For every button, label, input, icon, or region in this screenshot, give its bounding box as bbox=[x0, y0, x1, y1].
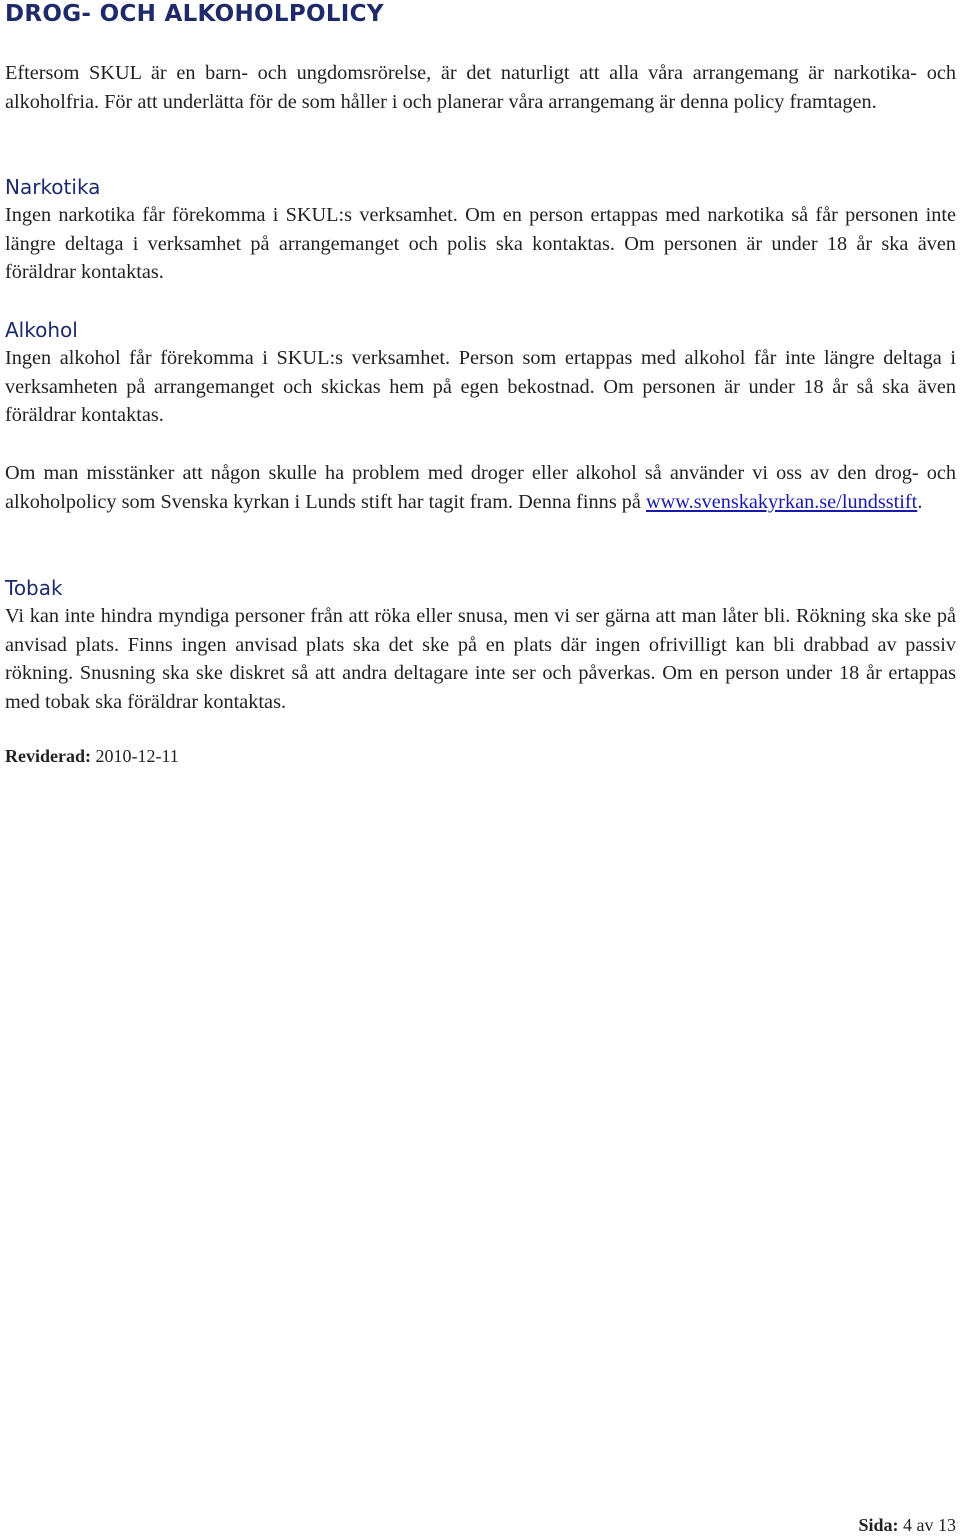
page-number: 4 av 13 bbox=[903, 1515, 956, 1535]
page-footer bbox=[858, 1513, 956, 1537]
revised-line bbox=[5, 743, 179, 769]
alkohol-extra-paragraph bbox=[5, 459, 956, 516]
intro-paragraph: Eftersom SKUL är en barn- och ungdomsrörelse, är det naturligt att alla våra arrangemang är narkotika- och alkoholfria. För att underlätta för de som håller i och planerar våra arrangemang är denna policy framtagen. bbox=[5, 62, 956, 113]
lundsstift-link[interactable]: www.svenskakyrkan.se/lundsstift bbox=[646, 490, 918, 513]
document-title: DROG- OCH ALKOHOLPOLICY bbox=[5, 1, 384, 27]
alkohol-extra-text: Om man misstänker att någon skulle ha problem med droger eller alkohol så använder vi oss av den drog- och alkoholpolicy som Svenska kyrkan i Lunds stift har tagit fram. Denna finns på bbox=[5, 462, 956, 513]
page-label: Sida: bbox=[858, 1515, 899, 1535]
revised-label: Reviderad: bbox=[5, 746, 91, 766]
alkohol-extra-end: . bbox=[917, 490, 923, 513]
narkotika-paragraph: Ingen narkotika får förekomma i SKUL:s verksamhet. Om en person ertappas med narkotika så får personen inte längre deltaga i verksamhet på arrangemanget och polis ska kontaktas. Om personen är under 18 år ska även föräldrar kontaktas. bbox=[5, 204, 956, 284]
heading-alkohol: Alkohol bbox=[5, 318, 78, 342]
tobak-paragraph: Vi kan inte hindra myndiga personer från att röka eller snusa, men vi ser gärna att man låter bli. Rökning ska ske på anvisad plats. Finns ingen anvisad plats ska det ske på en plats där ingen ofrivilligt kan bli drabbad av passiv rökning. Snusning ska ske diskret så att andra deltagare inte ser och påverkas. Om en person under 18 år ertappas med tobak ska föräldrar kontaktas. bbox=[5, 605, 956, 713]
heading-tobak: Tobak bbox=[5, 576, 63, 600]
alkohol-paragraph: Ingen alkohol får förekomma i SKUL:s verksamhet. Person som ertappas med alkohol får inte längre deltaga i verksamheten på arrangemanget och skickas hem på egen bekostnad. Om personen är under 18 år så ska även föräldrar kontaktas. bbox=[5, 347, 956, 427]
heading-narkotika: Narkotika bbox=[5, 175, 101, 199]
revised-date: 2010-12-11 bbox=[95, 746, 179, 766]
